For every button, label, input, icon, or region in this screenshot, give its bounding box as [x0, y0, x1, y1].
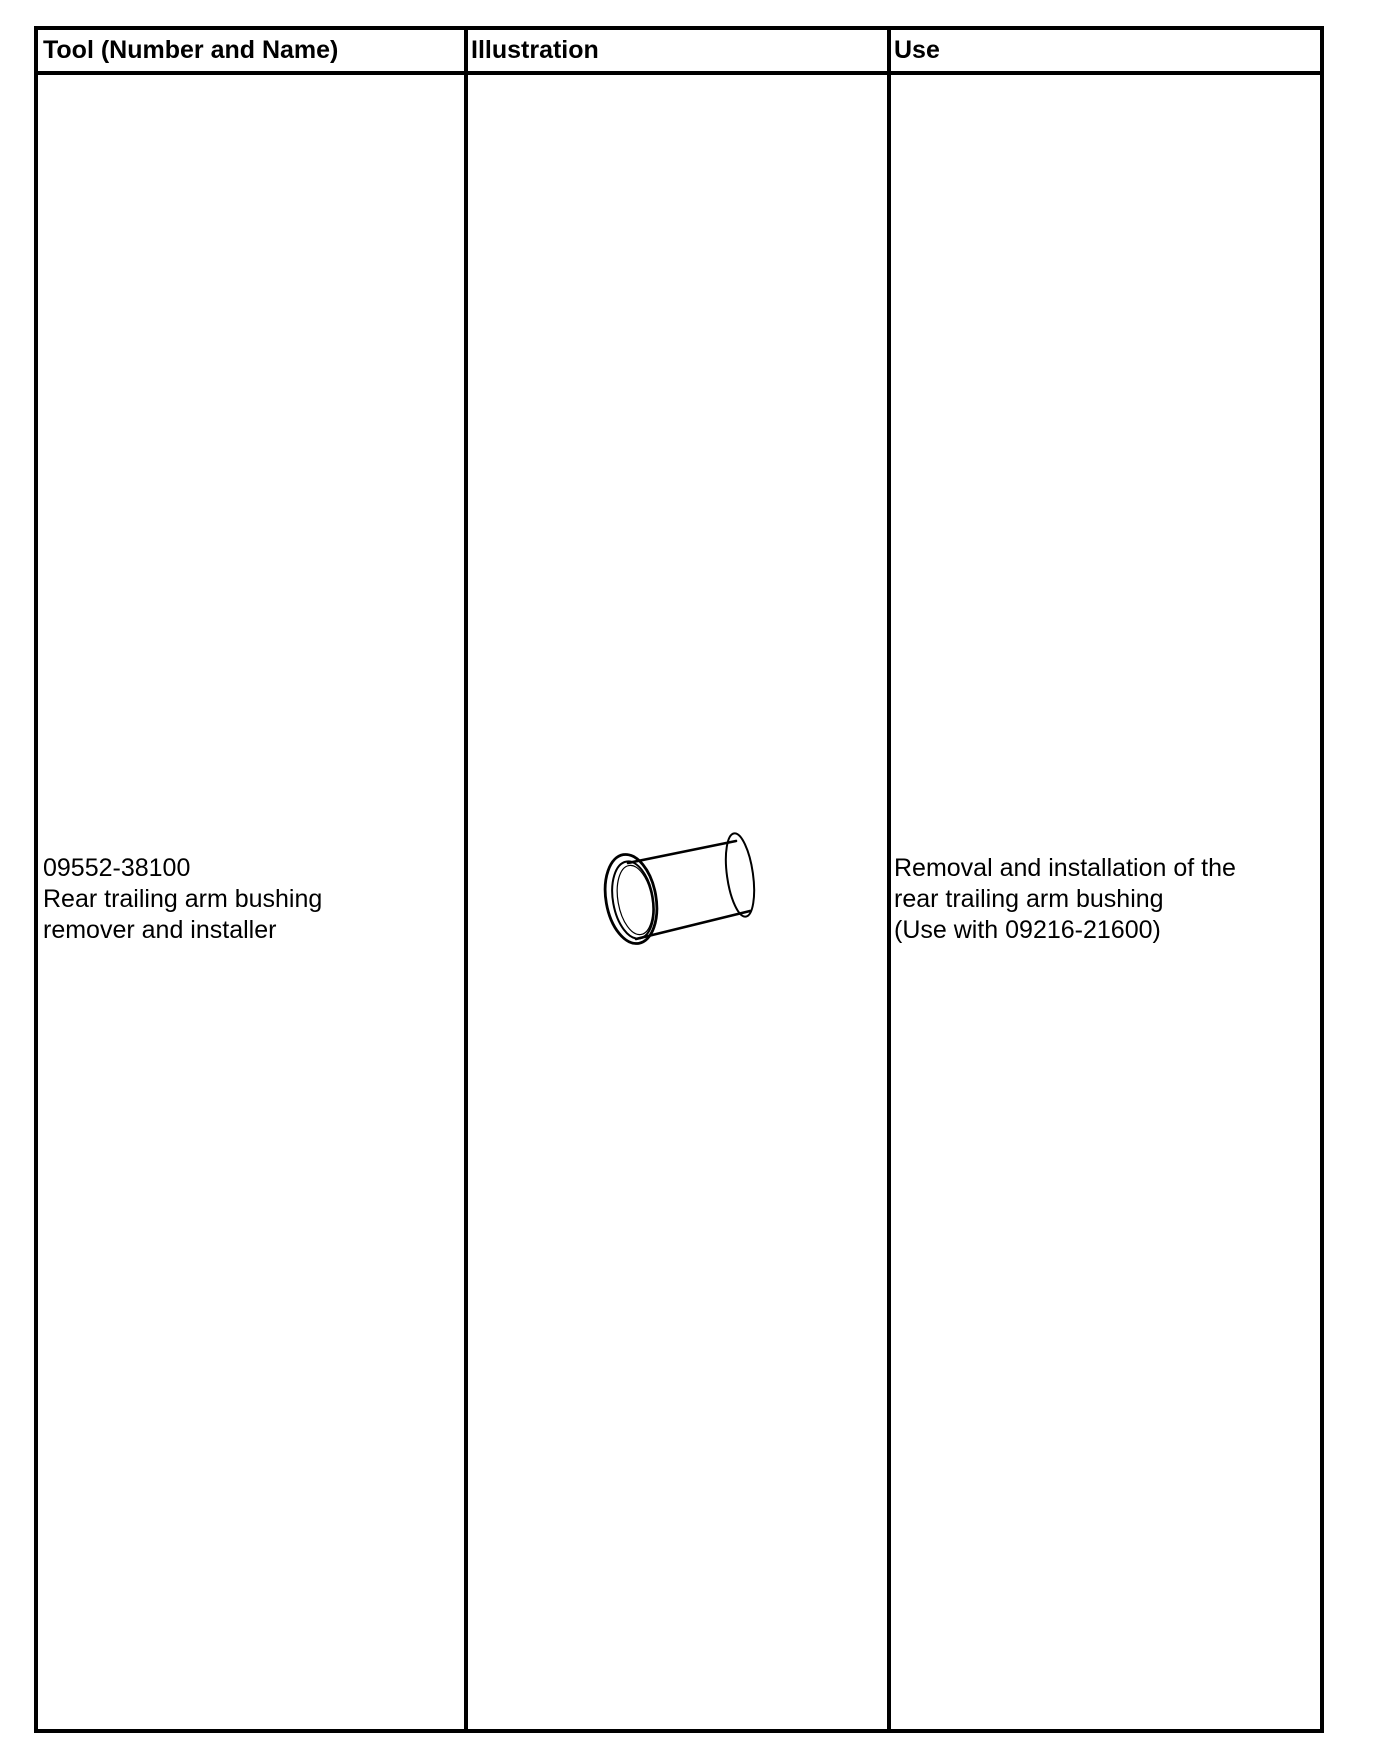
- column-divider-1: [464, 30, 468, 1729]
- header-use: Use: [894, 36, 940, 64]
- header-tool-number-and-name: Tool (Number and Name): [43, 36, 339, 64]
- table-header-row: [38, 30, 1320, 75]
- use-line-1: Removal and installation of the: [894, 854, 1236, 882]
- use-line-3: (Use with 09216-21600): [894, 916, 1161, 944]
- column-divider-2: [887, 30, 891, 1729]
- bushing-sleeve-icon: [593, 805, 773, 945]
- tool-number: 09552-38100: [43, 854, 191, 882]
- tool-name-line-2: remover and installer: [43, 916, 277, 944]
- header-illustration: Illustration: [471, 36, 599, 64]
- use-line-2: rear trailing arm bushing: [894, 885, 1164, 913]
- use-cell: [894, 853, 1314, 946]
- special-tool-table: [34, 26, 1324, 1733]
- tool-cell: [43, 853, 458, 946]
- tool-name-line-1: Rear trailing arm bushing: [43, 885, 323, 913]
